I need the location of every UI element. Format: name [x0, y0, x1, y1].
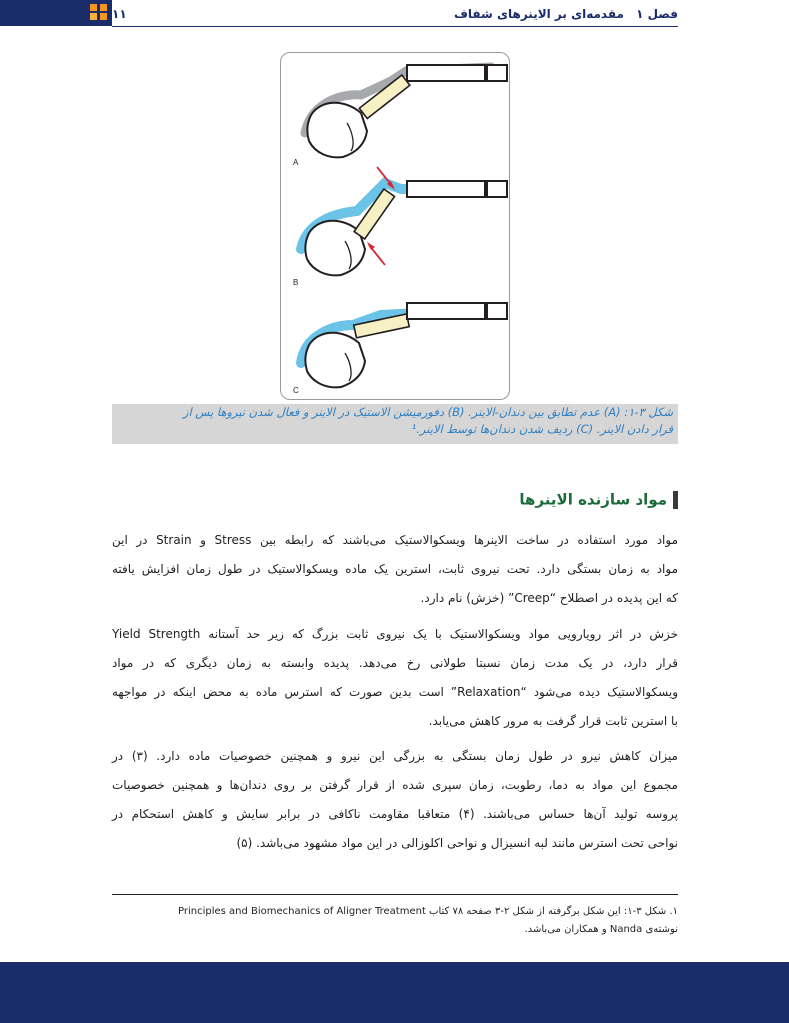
force-arrow	[367, 242, 385, 265]
incisor-tooth	[307, 103, 367, 158]
panel-label-a: A	[293, 158, 299, 167]
footnote-line: نوشته‌ی Nanda و همکاران می‌باشد.	[524, 924, 678, 935]
heading-bar	[673, 491, 678, 509]
footnote	[112, 903, 678, 939]
footnote-line: ۱. شکل ۳-۱: این شکل برگرفته از شکل ۲-۳ صفحه ۷۸ کتاب Principles and Biomechanics of Aligner Treatment	[178, 906, 678, 917]
caption-line: قرار دادن الاینر. (C) ردیف شدن دندان‌ها توسط الاینر.¹	[411, 422, 673, 436]
aligner-illustration	[281, 53, 509, 399]
paragraph-line: با استرین ثابت قرار گرفت به مرور کاهش می‌یابد.	[428, 714, 678, 728]
header-deco-square	[100, 13, 107, 20]
paragraph-line: که این پدیده در اصطلاح “Creep” (خزش) نام دارد.	[420, 591, 678, 605]
footer-band	[0, 962, 789, 1023]
paragraph	[112, 742, 678, 858]
posterior-tooth	[407, 303, 485, 319]
figure-caption	[112, 404, 678, 444]
header-rule	[112, 26, 678, 27]
paragraph-line: ویسکوالاستیک دیده می‌شود “Relaxation” است بدین صورت که استرس ماده به محض اینکه در مواجهه	[112, 685, 678, 699]
posterior-tooth	[407, 65, 485, 81]
chapter-title: مقدمه‌ای بر الاینرهای شفاف	[453, 7, 624, 21]
running-header	[112, 7, 678, 25]
header-deco-square	[90, 4, 97, 11]
incisor-tooth	[305, 333, 365, 388]
footnote-rule	[112, 894, 678, 895]
section-heading	[112, 489, 678, 513]
figure-aligner-diagram	[280, 52, 510, 400]
paragraph	[112, 620, 678, 736]
panel-b	[293, 167, 507, 287]
header-deco-square	[90, 13, 97, 20]
page-number: ۱۱	[112, 7, 127, 21]
panel-c	[293, 303, 507, 395]
header-deco-square	[100, 4, 107, 11]
panel-label-c: C	[293, 386, 299, 395]
panel-label-b: B	[293, 278, 299, 287]
paragraph-line: قرار دارد، در یک مدت زمان نسبتا طولانی رخ می‌دهد. پدیده وابسته به زمان دیگری که در مواد	[112, 656, 678, 670]
paragraph-line: مواد مورد استفاده در ساخت الاینرها ویسکوالاستیک می‌باشند که رابطه بین Stress و Strain در این	[112, 533, 678, 547]
paragraph-line: پروسه تولید آن‌ها حساس می‌باشند. (۴) متعاقبا مقاومت ناکافی در برابر سایش و کاهش استحکام در	[112, 807, 679, 821]
paragraph-line: میزان کاهش نیرو در طول زمان بستگی به بزرگی این نیرو و همچنین خصوصیات ماده دارد. (۳) در	[112, 749, 678, 763]
panel-a	[293, 65, 507, 167]
chapter-number: فصل ۱	[636, 7, 678, 21]
paragraph-line: مجموع این مواد به دما، رطوبت، زمان سپری شده از قرار گرفتن بر روی دندان‌ها و همچنین خصوصیات	[112, 778, 678, 792]
header-band	[0, 0, 112, 26]
caption-line: شکل ۳-۱: (A) عدم تطابق بین دندان-الاینر. (B) دفورمیشن الاستیک در الاینر و فعال شدن نیروها پس از	[182, 405, 673, 419]
paragraph-line: مواد به زمان بستگی دارد. تحت نیروی ثابت، استرین یک ماده ویسکوالاستیک در طول زمان افزایش یافته	[112, 562, 678, 576]
paragraph	[112, 526, 678, 613]
paragraph-line: نواحی تحت استرس مانند لبه انسیزال و نواحی اکلوزالی در این مواد مشهود می‌باشد. (۵)	[236, 836, 678, 850]
posterior-tooth	[407, 181, 485, 197]
paragraph-line: خزش در اثر رویارویی مواد ویسکوالاستیک با یک نیروی ثابت بزرگ که زیر حد آستانه Yield Strength	[112, 627, 679, 641]
section-heading-text: مواد سازنده الاینرها	[519, 490, 667, 509]
